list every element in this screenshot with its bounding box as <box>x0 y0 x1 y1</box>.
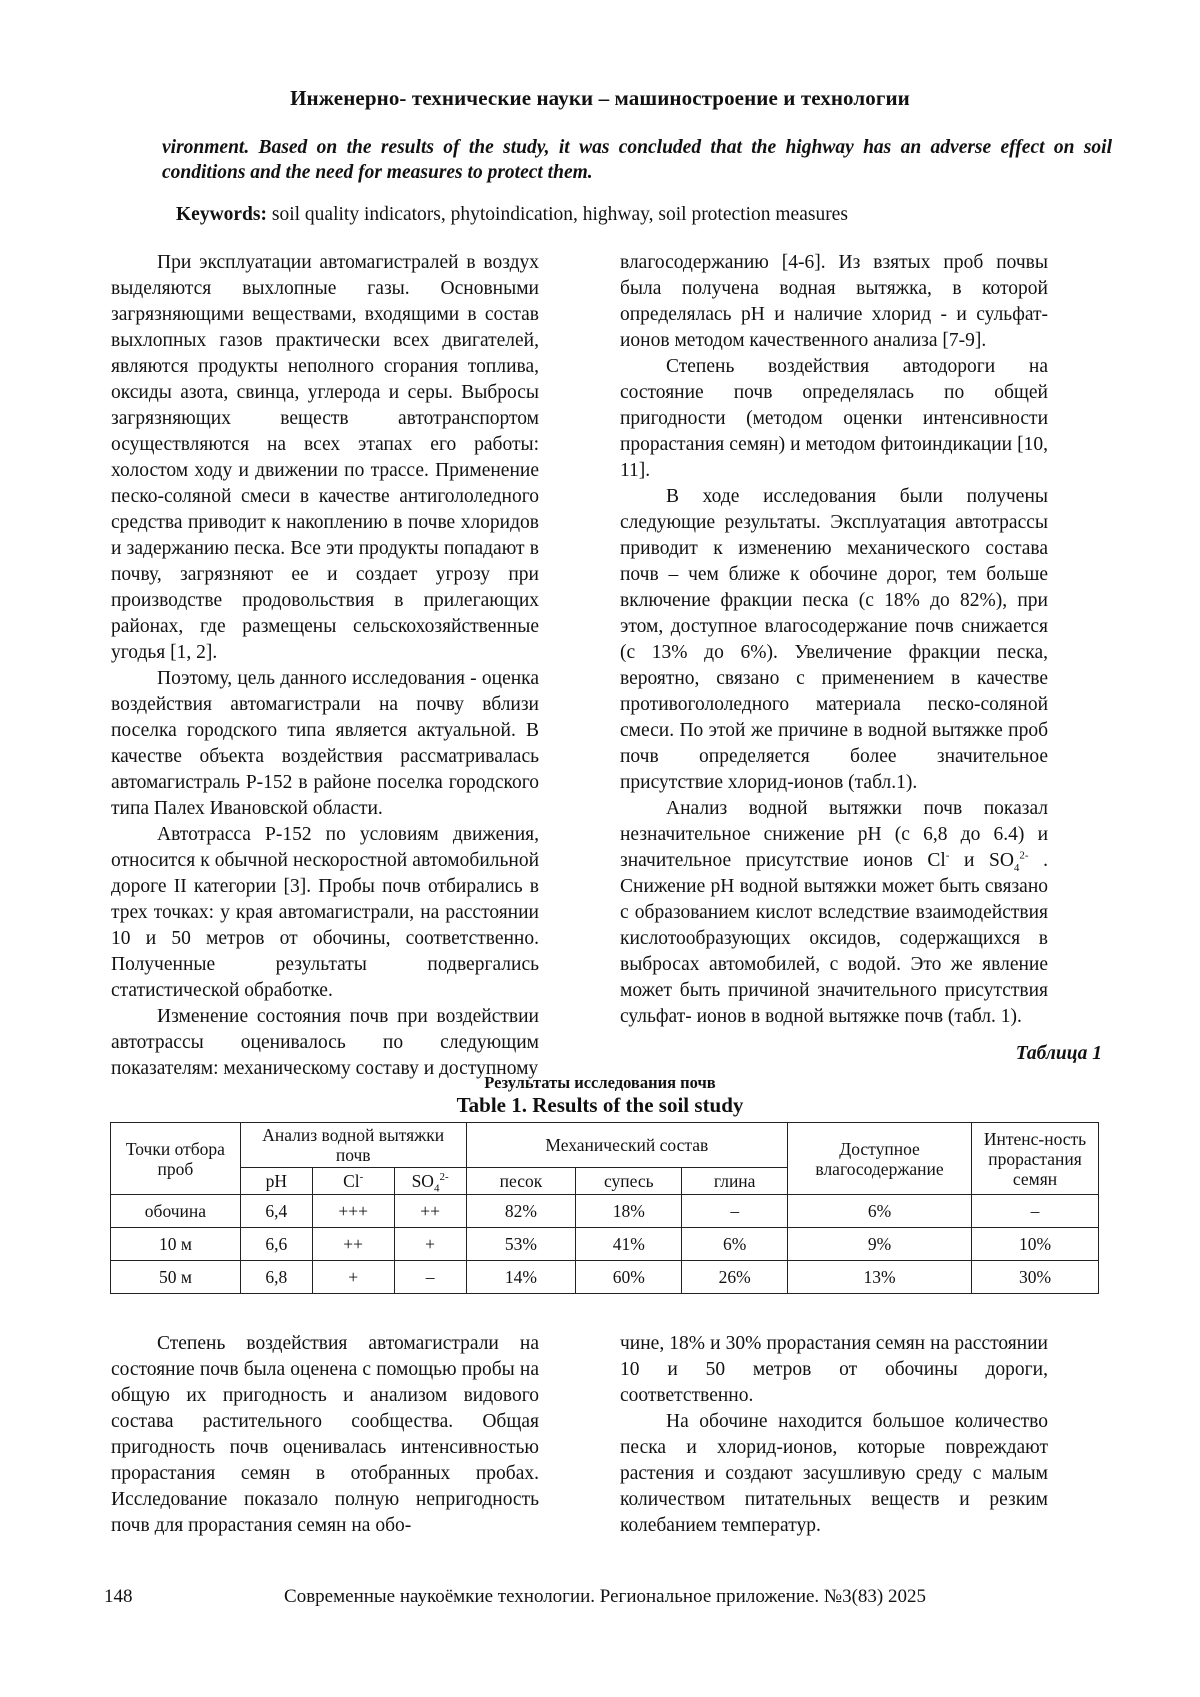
header-cl: Cl- <box>312 1168 394 1195</box>
header-so4: $SO_4^{2-}$ <box>394 1168 466 1195</box>
abstract-end: vironment. Based on the results of the study, it was concluded that the highway has an adverse effect on soil conditions and the need for measures to protect them. <box>162 137 1112 183</box>
table-header-row <box>111 1123 1099 1168</box>
table-row: 10 м 6,6 ++ + 53% 41% 6% 9% 10% <box>111 1228 1099 1261</box>
paragraph-analysis: Анализ водной вытяжки почв показал незначительное снижение pH (с 6,8 до 6.4) и значительное присутствие ионов Cl- и $SO_4^{2-}$ . Снижение pH водной вытяжки может быть связано с образованием кислот вследствие взаимодействия кислотообразующих оксидов, содержащихся в выбросах автомобилей, с водой. Это же явление может быть причиной значительного присутствия сульфат- ионов в водной вытяжке почв (табл. 1). <box>620 798 1048 1027</box>
keywords-text: soil quality indicators, phytoindication, highway, soil protection measures <box>271 204 848 225</box>
paragraph: При эксплуатации автомагистралей в воздух выделяются выхлопные газы. Основными загрязняющими веществами, входящими в состав выхлопных газов практически всех двигателей, являются продукты неполного сгорания топлива, оксиды азота, свинца, углерода и серы. Выбросы загрязняющих веществ автотранспортом осуществляются на всех этапах его работы: холостом ходу и движении по трассе. Применение песко-соляной смеси в качестве антигололедного средства приводит к накоплению в почве хлоридов и задержанию песка. Все эти продукты попадают в почву, загрязняют ее и создает угрозу при производстве продовольствия в прилегающих районах, где размещены сельскохозяйственные угодья [1, 2]. <box>111 252 539 663</box>
header-water-extract: Анализ водной вытяжки почв <box>240 1123 466 1168</box>
body-column-right-bottom <box>620 1331 1048 1539</box>
header-sand: песок <box>466 1168 576 1195</box>
paragraph-continued: чине, 18% и 30% прорастания семян на расстоянии 10 и 50 метров от обочины дороги, соответственно. <box>620 1333 1048 1406</box>
header-moisture: Доступное влагосодержание <box>788 1123 972 1195</box>
table-row: обочина 6,4 +++ ++ 82% 18% – 6% – <box>111 1195 1099 1228</box>
header-mechanical: Механический состав <box>466 1123 788 1168</box>
results-table <box>110 1122 1099 1294</box>
journal-footer: Современные наукоёмкие технологии. Региональное приложение. №3(83) 2025 <box>284 1586 926 1607</box>
header-sandy-loam: супесь <box>576 1168 682 1195</box>
table-title-ru: Результаты исследования почв <box>484 1073 716 1092</box>
paragraph: Изменение состояния почв при воздействии автотрассы оценивалось по следующим показателям: механическому составу и доступному <box>111 1006 539 1079</box>
running-header: Инженерно- технические науки – машиностроение и технологии <box>290 86 910 110</box>
paragraph: Степень воздействия автомагистрали на состояние почв была оценена с помощью пробы на общую их пригодность и анализом видового состава растительного сообщества. Общая пригодность почв оценивалась интенсивностью прорастания семян в отобранных пробах. Исследование показало полную непригодность почв для прорастания семян на обо- <box>111 1333 539 1536</box>
header-points: Точки отбора проб <box>111 1123 241 1195</box>
paragraph: В ходе исследования были получены следующие результаты. Эксплуатация автотрассы приводит к изменению механического состава почв – чем ближе к обочине дорог, тем больше включение фракции песка (с 18% до 82%), при этом, доступное влагосодержание почв снижается (с 13% до 6%). Увеличение фракции песка, вероятно, связано с применением в качестве противогололедного материала песко-соляной смеси. По этой же причине в водной вытяжке проб почв определяется более значительное присутствие хлорид-ионов (табл.1). <box>620 486 1048 793</box>
body-column-right-top <box>620 250 1048 1030</box>
paragraph-continued: влагосодержанию [4-6]. Из взятых проб почвы была получена водная вытяжка, в которой определялась pH и наличие хлорид - и сульфат- ионов методом качественного анализа [7-9]. <box>620 252 1048 351</box>
keywords-label: Keywords: <box>176 204 267 225</box>
body-column-left-bottom <box>111 1331 539 1539</box>
paragraph: Автотрасса Р-152 по условиям движения, относится к обычной нескоростной автомобильной дороге II категории [3]. Пробы почв отбирались в трех точках: у края автомагистрали, на расстоянии 10 и 50 метров от обочины, соответственно. Полученные результаты подвергались статистической обработке. <box>111 824 539 1001</box>
paragraph: Степень воздействия автодороги на состояние почв определялась по общей пригодности (методом оценки интенсивности прорастания семян) и методом фитоиндикации [10, 11]. <box>620 356 1048 481</box>
paragraph: На обочине находится большое количество песка и хлорид-ионов, которые повреждают растения и создают засушливую среду с малым количеством питательных веществ и резким колебанием температур. <box>620 1411 1048 1536</box>
table-title-en: Table 1. Results of the soil study <box>456 1093 744 1117</box>
header-clay: глина <box>682 1168 788 1195</box>
header-germination: Интенс-ность прорастания семян <box>972 1123 1099 1195</box>
table-row: 50 м 6,8 + – 14% 60% 26% 13% 30% <box>111 1261 1099 1294</box>
keywords <box>176 204 848 226</box>
paragraph: Поэтому, цель данного исследования - оценка воздействия автомагистрали на почву вблизи поселка городского типа является актуальной. В качестве объекта воздействия рассматривалась автомагистраль Р-152 в районе поселка городского типа Палех Ивановской области. <box>111 668 539 819</box>
body-column-left-top <box>111 250 539 1082</box>
table-label: Таблица 1 <box>1015 1043 1102 1064</box>
header-ph: pH <box>240 1168 312 1195</box>
page-number: 148 <box>104 1586 133 1607</box>
